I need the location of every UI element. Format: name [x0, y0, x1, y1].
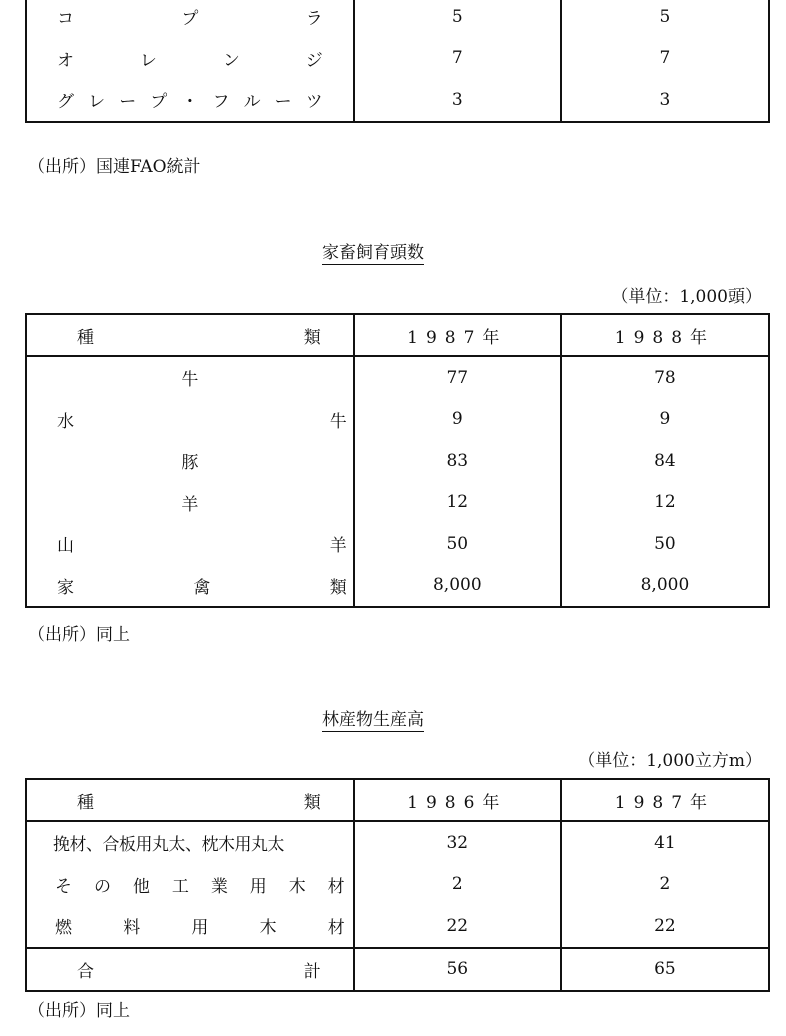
unit-note: （単位：1,000立方m） — [578, 751, 762, 771]
label-char: 水 — [57, 411, 74, 432]
value-cell: 50 — [354, 523, 561, 565]
label-char: 合 — [77, 961, 94, 982]
label-char: オ — [57, 50, 74, 71]
value-cell: 84 — [561, 440, 769, 482]
row-label — [26, 38, 354, 80]
label-char: ラ — [305, 9, 323, 30]
table-row — [26, 356, 769, 399]
row-label-text — [29, 913, 351, 938]
row-label-text — [29, 531, 351, 556]
table-total-row — [26, 948, 769, 992]
row-label-text: 牛 — [181, 370, 199, 391]
label-char: 他 — [132, 876, 150, 897]
value-cell: 22 — [354, 905, 561, 948]
row-label-text — [29, 87, 351, 112]
section-title: 林産物生産高 — [322, 705, 424, 732]
table-row — [26, 399, 769, 441]
value-cell: 7 — [561, 38, 769, 80]
table-header-row — [26, 779, 769, 821]
table-row — [26, 79, 769, 122]
row-label — [26, 565, 354, 608]
header-kind-2: 類 — [303, 327, 321, 348]
row-label — [26, 440, 354, 482]
value-cell: 22 — [561, 905, 769, 948]
header-kind-1: 種 — [77, 792, 94, 813]
label-char: 料 — [123, 918, 141, 939]
value-cell: 32 — [354, 821, 561, 864]
label-char: ー — [119, 92, 137, 113]
header-year-2: 1988年 — [561, 314, 769, 356]
row-label — [26, 356, 354, 399]
fruit-production-table — [25, 0, 770, 123]
table-row — [26, 864, 769, 906]
label-char: 用 — [191, 918, 209, 939]
value-cell: 50 — [561, 523, 769, 565]
label-char: 材 — [327, 918, 345, 939]
label-char: グ — [57, 92, 74, 113]
table-row — [26, 0, 769, 38]
table-row — [26, 905, 769, 948]
value-cell: 41 — [561, 821, 769, 864]
value-cell: 12 — [561, 482, 769, 524]
source-note: （出所）国連FAO統計 — [28, 157, 201, 177]
label-char: 材 — [327, 876, 345, 897]
value-cell: 7 — [354, 38, 561, 80]
row-label — [26, 523, 354, 565]
value-cell: 3 — [354, 79, 561, 122]
header-year-1: 1986年 — [354, 779, 561, 821]
label-char: 燃 — [55, 918, 72, 939]
label-char: レ — [139, 50, 157, 71]
label-char: レ — [88, 92, 106, 113]
row-label-text: 豚 — [181, 453, 199, 474]
total-label-text — [29, 957, 351, 982]
forest-products-table — [25, 778, 770, 992]
row-label — [26, 0, 354, 38]
label-char: 工 — [171, 876, 189, 897]
label-char: 木 — [259, 918, 277, 939]
label-char: そ — [55, 876, 72, 897]
label-char: の — [93, 876, 111, 897]
row-label-text: 挽材、合板用丸太、枕木用丸太 — [53, 835, 284, 856]
label-char: 禽 — [193, 577, 211, 598]
label-char: ル — [243, 92, 261, 113]
header-kind — [26, 779, 354, 821]
value-cell: 5 — [354, 0, 561, 38]
value-cell: 3 — [561, 79, 769, 122]
label-char: プ — [150, 92, 168, 113]
table-row — [26, 38, 769, 80]
total-value-cell: 65 — [561, 948, 769, 992]
value-cell: 5 — [561, 0, 769, 38]
label-char: 家 — [57, 577, 74, 598]
table-row — [26, 482, 769, 524]
row-label-text: 羊 — [181, 494, 199, 515]
table-row — [26, 565, 769, 608]
header-kind-2: 類 — [303, 792, 321, 813]
header-year-1: 1987年 — [354, 314, 561, 356]
row-label-text — [29, 46, 351, 71]
label-char: ー — [274, 92, 292, 113]
row-label-text — [29, 573, 351, 598]
table-row — [26, 440, 769, 482]
label-char: コ — [57, 9, 74, 30]
value-cell: 83 — [354, 440, 561, 482]
row-label-text — [29, 407, 351, 432]
header-year-2: 1987年 — [561, 779, 769, 821]
label-char: 木 — [288, 876, 306, 897]
row-label — [26, 948, 354, 992]
unit-note: （単位：1,000頭） — [611, 287, 762, 307]
label-char: ・ — [181, 92, 199, 113]
value-cell: 2 — [561, 864, 769, 906]
label-char: ン — [222, 50, 240, 71]
label-char: 牛 — [329, 411, 347, 432]
section-title: 家畜飼育頭数 — [322, 238, 424, 265]
source-note: （出所）同上 — [28, 625, 130, 645]
label-char: ツ — [305, 92, 323, 113]
value-cell: 12 — [354, 482, 561, 524]
label-char: 業 — [210, 876, 228, 897]
value-cell: 8,000 — [561, 565, 769, 608]
row-label — [26, 821, 354, 864]
source-note: （出所）同上 — [28, 1001, 130, 1021]
label-char: フ — [212, 92, 230, 113]
livestock-table — [25, 313, 770, 608]
table-row — [26, 523, 769, 565]
table-header-row — [26, 314, 769, 356]
row-label — [26, 482, 354, 524]
label-char: 羊 — [329, 536, 347, 557]
row-label-text — [29, 872, 351, 897]
total-value-cell: 56 — [354, 948, 561, 992]
header-kind — [26, 314, 354, 356]
row-label — [26, 905, 354, 948]
value-cell: 8,000 — [354, 565, 561, 608]
value-cell: 9 — [354, 399, 561, 441]
header-kind-1: 種 — [77, 327, 94, 348]
value-cell: 2 — [354, 864, 561, 906]
label-char: 計 — [303, 961, 321, 982]
row-label — [26, 79, 354, 122]
row-label-text — [29, 4, 351, 29]
table-row — [26, 821, 769, 864]
row-label — [26, 399, 354, 441]
value-cell: 77 — [354, 356, 561, 399]
label-char: 用 — [249, 876, 267, 897]
label-char: 類 — [329, 577, 347, 598]
value-cell: 9 — [561, 399, 769, 441]
label-char: プ — [181, 9, 199, 30]
value-cell: 78 — [561, 356, 769, 399]
label-char: ジ — [305, 50, 323, 71]
label-char: 山 — [57, 536, 74, 557]
row-label — [26, 864, 354, 906]
